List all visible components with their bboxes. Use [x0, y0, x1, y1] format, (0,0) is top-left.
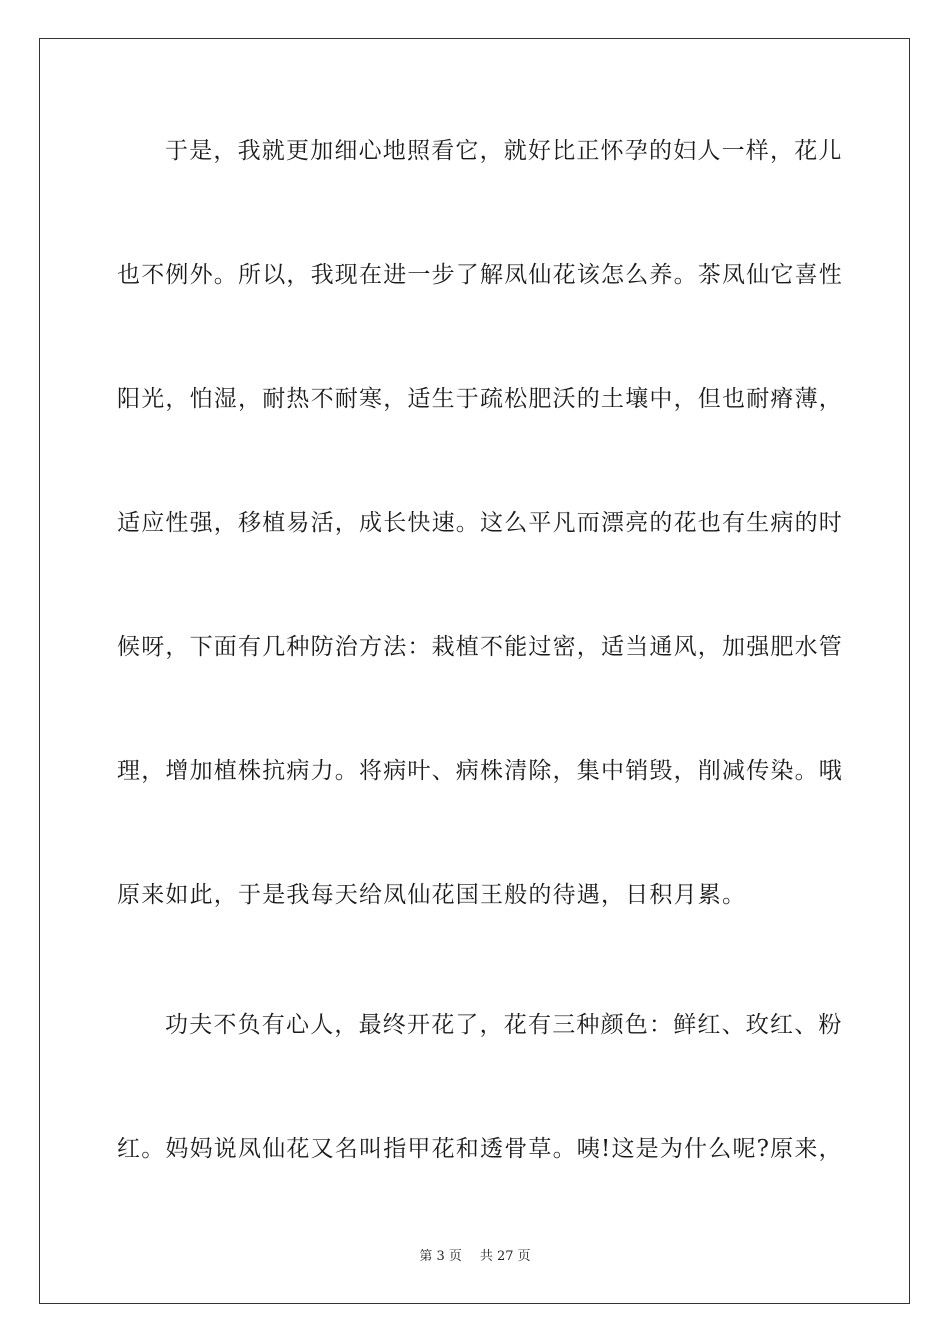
- paragraph-2-line-2: 红。妈妈说凤仙花又名叫指甲花和透骨草。咦!这是为什么呢?原来，: [117, 1136, 843, 1162]
- paragraph-1-line-3: 阳光，怕湿，耐热不耐寒，适生于疏松肥沃的土壤中，但也耐瘠薄，: [117, 386, 843, 412]
- total-pages: 共 27 页: [479, 1249, 531, 1264]
- paragraph-1-line-2: 也不例外。所以，我现在进一步了解凤仙花该怎么养。茶凤仙它喜性: [117, 262, 843, 288]
- paragraph-1-line-1: 于是，我就更加细心地照看它，就好比正怀孕的妇人一样，花儿: [165, 138, 843, 164]
- paragraph-1-line-5: 候呀，下面有几种防治方法：栽植不能过密，适当通风，加强肥水管: [117, 634, 843, 660]
- page-footer: [0, 1248, 950, 1266]
- paragraph-1-line-7: 原来如此，于是我每天给凤仙花国王般的待遇，日积月累。: [117, 882, 747, 908]
- page-number: 第 3 页: [419, 1249, 462, 1264]
- page-border: [39, 38, 910, 1304]
- paragraph-1-line-6: 理，增加植株抗病力。将病叶、病株清除，集中销毁，削减传染。哦: [117, 758, 843, 784]
- paragraph-2-line-1: 功夫不负有心人，最终开花了，花有三种颜色：鲜红、玫红、粉: [165, 1012, 843, 1038]
- paragraph-1-line-4: 适应性强，移植易活，成长快速。这么平凡而漂亮的花也有生病的时: [117, 510, 843, 536]
